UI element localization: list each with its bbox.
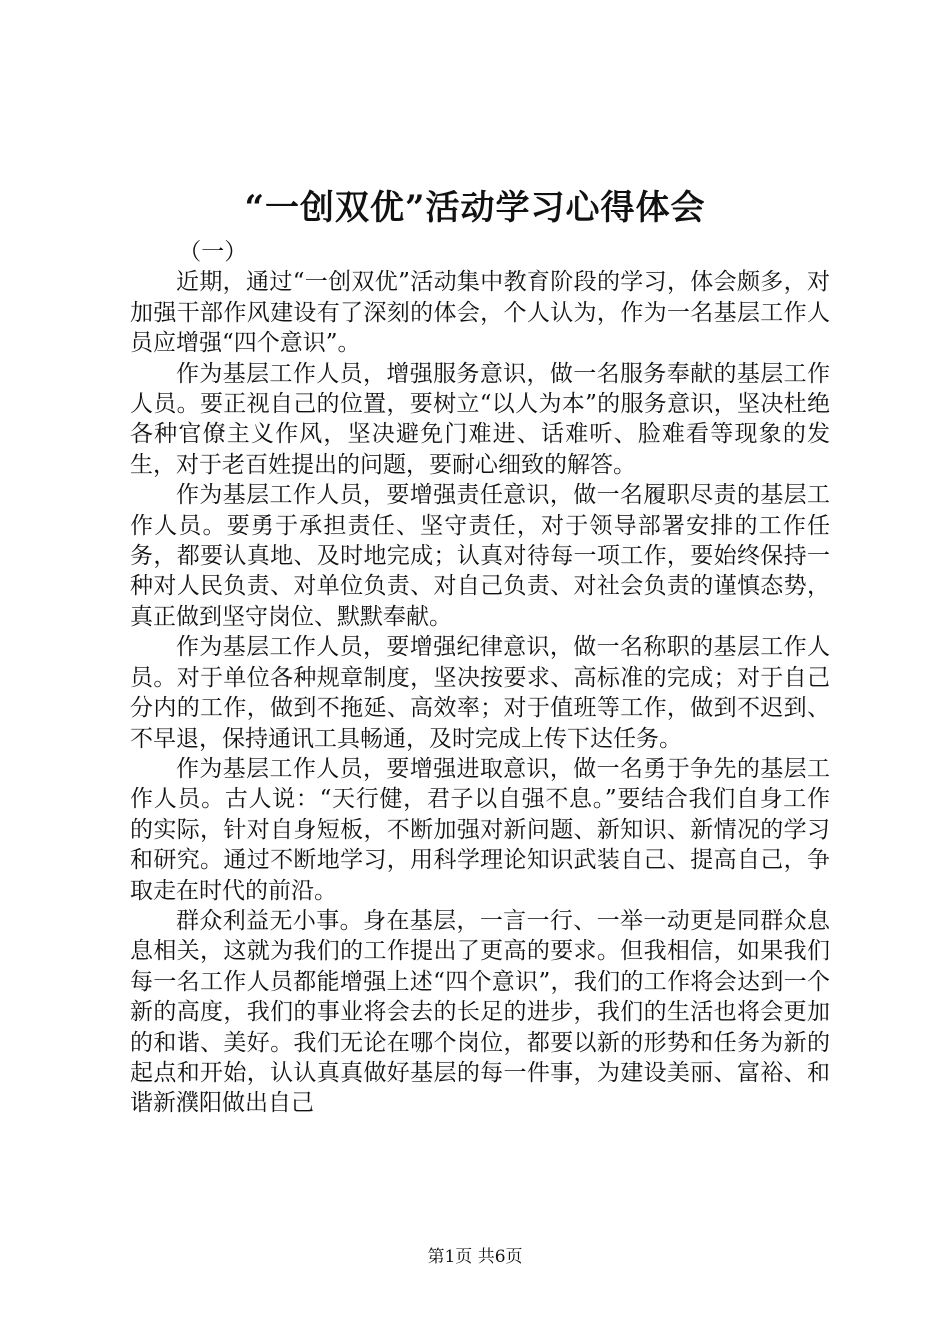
section-label: （一） bbox=[178, 239, 248, 265]
document-title: “一创双优”活动学习心得体会 bbox=[244, 188, 706, 228]
page-footer: 第1页 共6页 bbox=[427, 1247, 523, 1267]
paragraph: 作为基层工作人员，要增强责任意识，做一名履职尽责的基层工作人员。要勇于承担责任、坚守责任，对于领导部署安排的工作任务，都要认真地、及时地完成；认真对待每一项工作，要始终保持一种对人民负责、对单位负责、对自己负责、对社会负责的谨慎态势，真正做到坚守岗位、默默奉献。 bbox=[130, 482, 830, 630]
paragraph: 近期，通过“一创双优”活动集中教育阶段的学习，体会颇多，对加强干部作风建设有了深刻的体会，个人认为，作为一名基层工作人员应增强“四个意识”。 bbox=[130, 269, 830, 357]
paragraph: 群众利益无小事。身在基层，一言一行、一举一动更是同群众息息相关，这就为我们的工作提出了更高的要求。但我相信，如果我们每一名工作人员都能增强上述“四个意识”，我们的工作将会达到一个新的高度，我们的事业将会去的长足的进步，我们的生活也将会更加的和谐、美好。我们无论在哪个岗位，都要以新的形势和任务为新的起点和开始，认认真真做好基层的每一件事，为建设美丽、富裕、和谐新濮阳做出自己 bbox=[130, 907, 830, 1117]
paragraph: 作为基层工作人员，增强服务意识，做一名服务奉献的基层工作人员。要正视自己的位置，要树立“以人为本”的服务意识，坚决杜绝各种官僚主义作风，坚决避免门难进、话难听、脸难看等现象的发生，对于老百姓提出的问题，要耐心细致的解答。 bbox=[130, 360, 830, 478]
document-body bbox=[130, 237, 830, 1119]
paragraph: 作为基层工作人员，要增强纪律意识，做一名称职的基层工作人员。对于单位各种规章制度，坚决按要求、高标准的完成；对于自己分内的工作，做到不拖延、高效率；对于值班等工作，做到不迟到、不早退，保持通讯工具畅通，及时完成上传下达任务。 bbox=[130, 634, 830, 752]
paragraph: 作为基层工作人员，要增强进取意识，做一名勇于争先的基层工作人员。古人说：“天行健，君子以自强不息。”要结合我们自身工作的实际，针对自身短板，不断加强对新问题、新知识、新情况的学习和研究。通过不断地学习，用科学理论知识武装自己、提高自己，争取走在时代的前沿。 bbox=[130, 755, 830, 904]
